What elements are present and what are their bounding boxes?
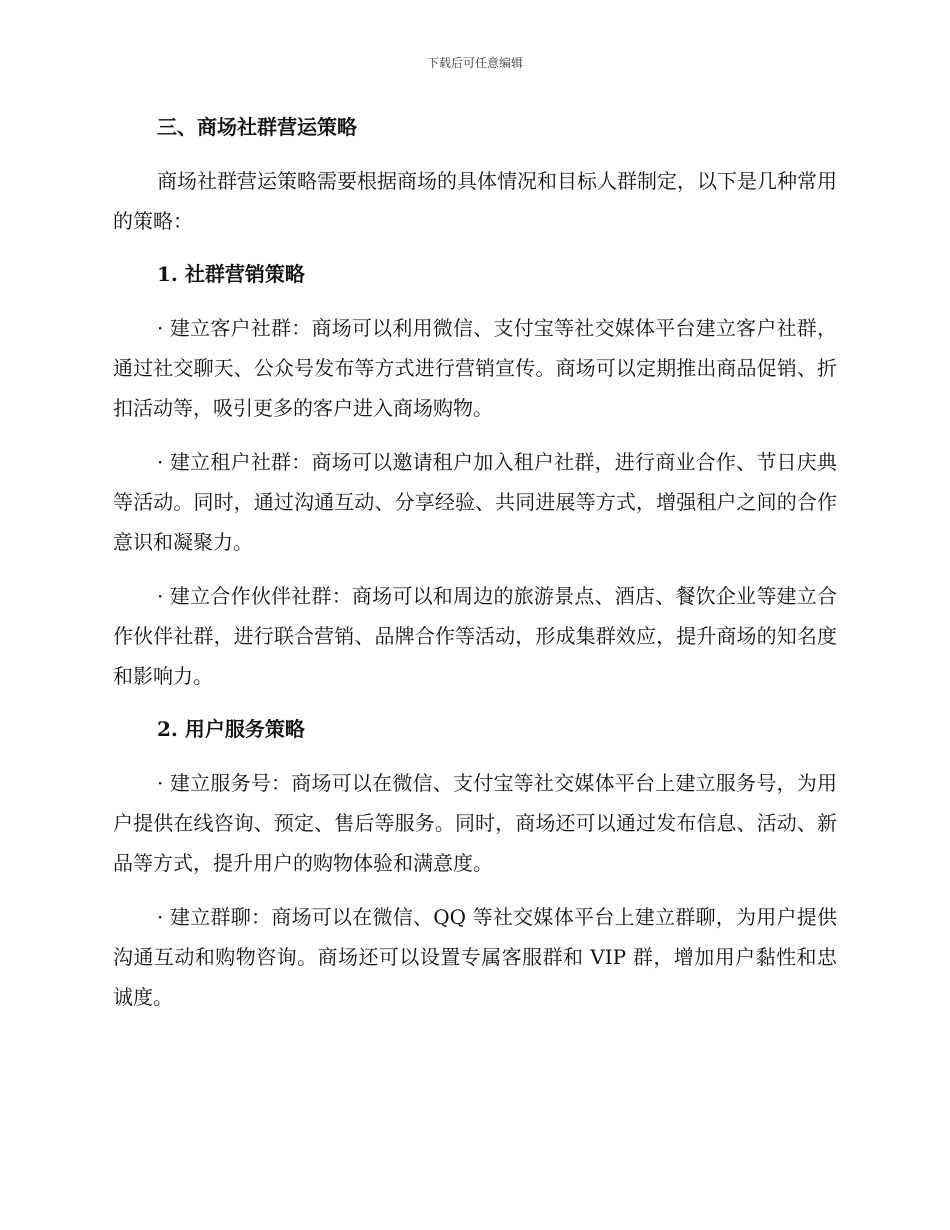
document-body — [113, 108, 837, 1031]
section-intro: 商场社群营运策略需要根据商场的具体情况和目标人群制定，以下是几种常用的策略： — [113, 169, 837, 233]
item-partner-community: · 建立合作伙伴社群：商场可以和周边的旅游景点、酒店、餐饮企业等建立合作伙伴社群，进行联合营销、品牌合作等活动，形成集群效应，提升商场的知名度和影响力。 — [113, 584, 837, 688]
section-title: 三、商场社群营运策略 — [157, 115, 357, 139]
item-group-chat: · 建立群聊：商场可以在微信、QQ 等社交媒体平台上建立群聊，为用户提供沟通互动和购物咨询。商场还可以设置专属客服群和 VIP 群，增加用户黏性和忠诚度。 — [113, 905, 837, 1009]
item-service-account: · 建立服务号：商场可以在微信、支付宝等社交媒体平台上建立服务号，为用户提供在线咨询、预定、售后等服务。同时，商场还可以通过发布信息、活动、新品等方式，提升用户的购物体验和满意度。 — [113, 771, 837, 875]
subsection-heading-user-service: 2. 用户服务策略 — [157, 717, 305, 741]
item-tenant-community: · 建立租户社群：商场可以邀请租户加入租户社群，进行商业合作、节日庆典等活动。同时，通过沟通互动、分享经验、共同进展等方式，增强租户之间的合作意识和凝聚力。 — [113, 450, 837, 554]
header-note: 下载后可任意编辑 — [426, 56, 523, 70]
subsection-heading-marketing: 1. 社群营销策略 — [157, 262, 305, 286]
item-customer-community: · 建立客户社群：商场可以利用微信、支付宝等社交媒体平台建立客户社群，通过社交聊天、公众号发布等方式进行营销宣传。商场可以定期推出商品促销、折扣活动等，吸引更多的客户进入商场购物。 — [113, 316, 837, 420]
